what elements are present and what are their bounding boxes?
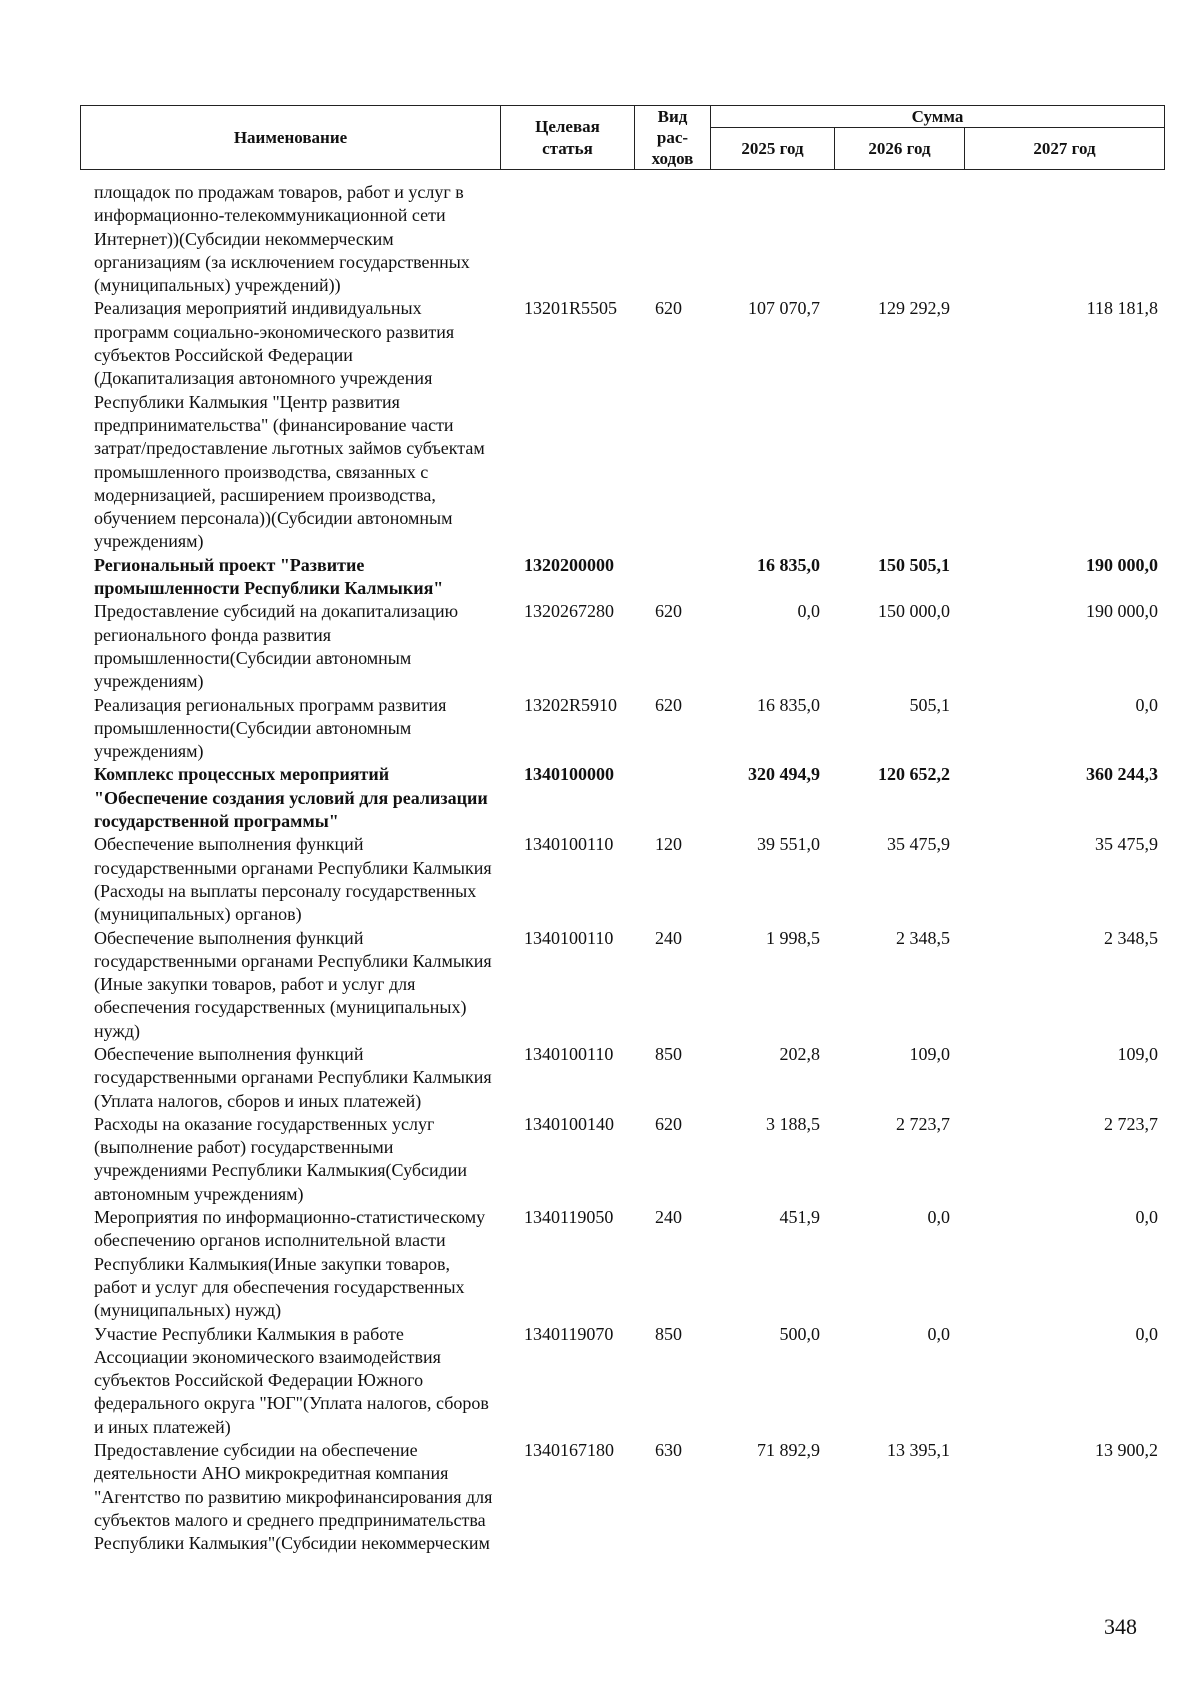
row-name: площадок по продажам товаров, работ и услуг в информационно-телекоммуникационной сети Интернет))(Субсидии некоммерческим организациям (за исключением государственных (муниципальных) учреждений)) bbox=[94, 182, 470, 296]
row-2025 bbox=[710, 181, 834, 297]
row-code: 1320267280 bbox=[524, 601, 614, 622]
row-code: 1340100110 bbox=[524, 927, 614, 948]
table-row bbox=[80, 600, 1164, 693]
row-code: 1340167180 bbox=[524, 1440, 614, 1461]
row-code: 13202R5910 bbox=[524, 694, 618, 715]
row-name: Обеспечение выполнения функций государственными органами Республики Калмыкия (Уплата налогов, сборов и иных платежей) bbox=[94, 1043, 492, 1111]
row-2026: 13 395,1 bbox=[887, 1440, 950, 1461]
row-2026: 150 000,0 bbox=[878, 601, 950, 622]
row-code: 1320200000 bbox=[524, 554, 614, 575]
row-name: Реализация региональных программ развития промышленности(Субсидии автономным учреждениям) bbox=[94, 694, 447, 762]
row-code: 1340119070 bbox=[524, 1323, 614, 1344]
table-row-section bbox=[80, 763, 1164, 833]
row-2025: 500,0 bbox=[779, 1323, 820, 1344]
table-row bbox=[80, 927, 1164, 1043]
row-2026: 2 348,5 bbox=[896, 927, 950, 948]
row-2025: 1 998,5 bbox=[766, 927, 820, 948]
header-sum: Сумма bbox=[711, 106, 1165, 128]
row-2026: 2 723,7 bbox=[896, 1113, 950, 1134]
row-2026: 0,0 bbox=[927, 1207, 950, 1228]
row-kind: 630 bbox=[655, 1440, 682, 1461]
header-kind-line2: рас- bbox=[656, 128, 689, 147]
row-2026: 505,1 bbox=[909, 694, 950, 715]
row-2027: 109,0 bbox=[1117, 1043, 1158, 1064]
row-kind: 850 bbox=[655, 1043, 682, 1064]
header-year-2027: 2027 год bbox=[965, 128, 1165, 170]
row-2027: 0,0 bbox=[1135, 694, 1158, 715]
row-code: 1340100110 bbox=[524, 834, 614, 855]
row-2025: 202,8 bbox=[779, 1043, 820, 1064]
row-kind: 240 bbox=[655, 1207, 682, 1228]
page-number: 348 bbox=[1104, 1614, 1137, 1639]
row-kind: 620 bbox=[655, 1113, 682, 1134]
table-row bbox=[80, 181, 1164, 297]
budget-table bbox=[80, 181, 1164, 1556]
table-row-section bbox=[80, 554, 1164, 601]
row-kind bbox=[634, 554, 710, 601]
header-year-2025: 2025 год bbox=[711, 128, 835, 170]
table-row bbox=[80, 694, 1164, 764]
row-2026: 109,0 bbox=[909, 1043, 950, 1064]
table-row bbox=[80, 1043, 1164, 1113]
row-name: Региональный проект "Развитие промышленности Республики Калмыкия" bbox=[94, 554, 444, 599]
row-2027: 0,0 bbox=[1135, 1323, 1158, 1344]
row-name: Комплекс процессных мероприятий "Обеспечение создания условий для реализации государственной программы" bbox=[94, 764, 488, 832]
row-code: 13201R5505 bbox=[524, 298, 618, 319]
header-name: Наименование bbox=[81, 106, 501, 170]
row-kind: 120 bbox=[655, 834, 682, 855]
row-2025: 107 070,7 bbox=[748, 298, 820, 319]
row-kind: 620 bbox=[655, 298, 682, 319]
table-row bbox=[80, 1439, 1164, 1555]
row-kind bbox=[634, 181, 710, 297]
table-row bbox=[80, 1113, 1164, 1206]
row-2026: 0,0 bbox=[927, 1323, 950, 1344]
table-row bbox=[80, 833, 1164, 926]
row-2026: 120 652,2 bbox=[878, 764, 950, 785]
row-kind bbox=[634, 763, 710, 833]
row-2027 bbox=[964, 181, 1164, 297]
row-2027: 0,0 bbox=[1135, 1207, 1158, 1228]
row-2027: 13 900,2 bbox=[1095, 1440, 1158, 1461]
header-year-2026: 2026 год bbox=[835, 128, 965, 170]
row-name: Расходы на оказание государственных услуг (выполнение работ) государственными учреждениями Республики Калмыкия(Субсидии автономным учреждениям) bbox=[94, 1113, 468, 1204]
header-kind-line3: ходов bbox=[651, 149, 694, 168]
table-row bbox=[80, 1323, 1164, 1439]
row-kind: 850 bbox=[655, 1323, 682, 1344]
row-name: Реализация мероприятий индивидуальных программ социально-экономического развития субъектов Российской Федерации (Докапитализация автономного учреждения Республики Калмыкия "Центр развития предпринимательства" (финансирование части затрат/предоставление льготных займов субъектам промышленного производства, связанных с модернизацией, расширением производства, обучением персонала))(Субсидии автономным учреждениям) bbox=[94, 298, 485, 552]
row-2025: 0,0 bbox=[797, 601, 820, 622]
header-code-text: Целевая статья bbox=[535, 116, 600, 158]
row-2026: 35 475,9 bbox=[887, 834, 950, 855]
row-code bbox=[500, 181, 634, 297]
row-code: 1340100110 bbox=[524, 1043, 614, 1064]
row-name: Предоставление субсидий на докапитализацию регионального фонда развития промышленности(Субсидии автономным учреждениям) bbox=[94, 601, 459, 692]
row-name: Обеспечение выполнения функций государственными органами Республики Калмыкия (Иные закупки товаров, работ и услуг для обеспечения государственных (муниципальных) нужд) bbox=[94, 927, 492, 1041]
header-code bbox=[501, 106, 635, 170]
row-2027: 2 348,5 bbox=[1104, 927, 1158, 948]
row-name: Обеспечение выполнения функций государственными органами Республики Калмыкия (Расходы на выплаты персоналу государственных (муниципальных) органов) bbox=[94, 834, 492, 925]
row-2026: 150 505,1 bbox=[878, 554, 950, 575]
row-2025: 451,9 bbox=[779, 1207, 820, 1228]
row-2025: 16 835,0 bbox=[757, 554, 820, 575]
row-name: Участие Республики Калмыкия в работе Ассоциации экономического взаимодействия субъектов Российской Федерации Южного федерального округа "ЮГ"(Уплата налогов, сборов и иных платежей) bbox=[94, 1323, 489, 1437]
row-2026 bbox=[834, 181, 964, 297]
row-name: Предоставление субсидии на обеспечение деятельности АНО микрокредитная компания "Агентство по развитию микрофинансирования для субъектов малого и среднего предпринимательства Республики Калмыкия"(Субсидии некоммерческим bbox=[94, 1440, 493, 1554]
table-row bbox=[80, 1206, 1164, 1322]
row-2025: 16 835,0 bbox=[757, 694, 820, 715]
row-2025: 320 494,9 bbox=[748, 764, 820, 785]
header-kind bbox=[635, 106, 711, 170]
row-kind: 620 bbox=[655, 694, 682, 715]
row-kind: 240 bbox=[655, 927, 682, 948]
row-2027: 360 244,3 bbox=[1086, 764, 1158, 785]
row-2025: 3 188,5 bbox=[766, 1113, 820, 1134]
row-code: 1340100140 bbox=[524, 1113, 614, 1134]
row-kind: 620 bbox=[655, 601, 682, 622]
row-name: Мероприятия по информационно-статистическому обеспечению органов исполнительной власти Республики Калмыкия(Иные закупки товаров, работ и услуг для обеспечения государственных (муниципальных) нужд) bbox=[94, 1207, 486, 1321]
header-kind-line1: Вид bbox=[657, 107, 688, 126]
row-2027: 190 000,0 bbox=[1086, 554, 1158, 575]
row-2027: 2 723,7 bbox=[1104, 1113, 1158, 1134]
row-code: 1340119050 bbox=[524, 1207, 614, 1228]
row-2027: 190 000,0 bbox=[1086, 601, 1158, 622]
table-header bbox=[80, 105, 1165, 170]
row-2025: 39 551,0 bbox=[757, 834, 820, 855]
row-2026: 129 292,9 bbox=[878, 298, 950, 319]
row-2025: 71 892,9 bbox=[757, 1440, 820, 1461]
row-2027: 35 475,9 bbox=[1095, 834, 1158, 855]
row-2027: 118 181,8 bbox=[1086, 298, 1158, 319]
table-row bbox=[80, 297, 1164, 553]
row-code: 1340100000 bbox=[524, 764, 614, 785]
